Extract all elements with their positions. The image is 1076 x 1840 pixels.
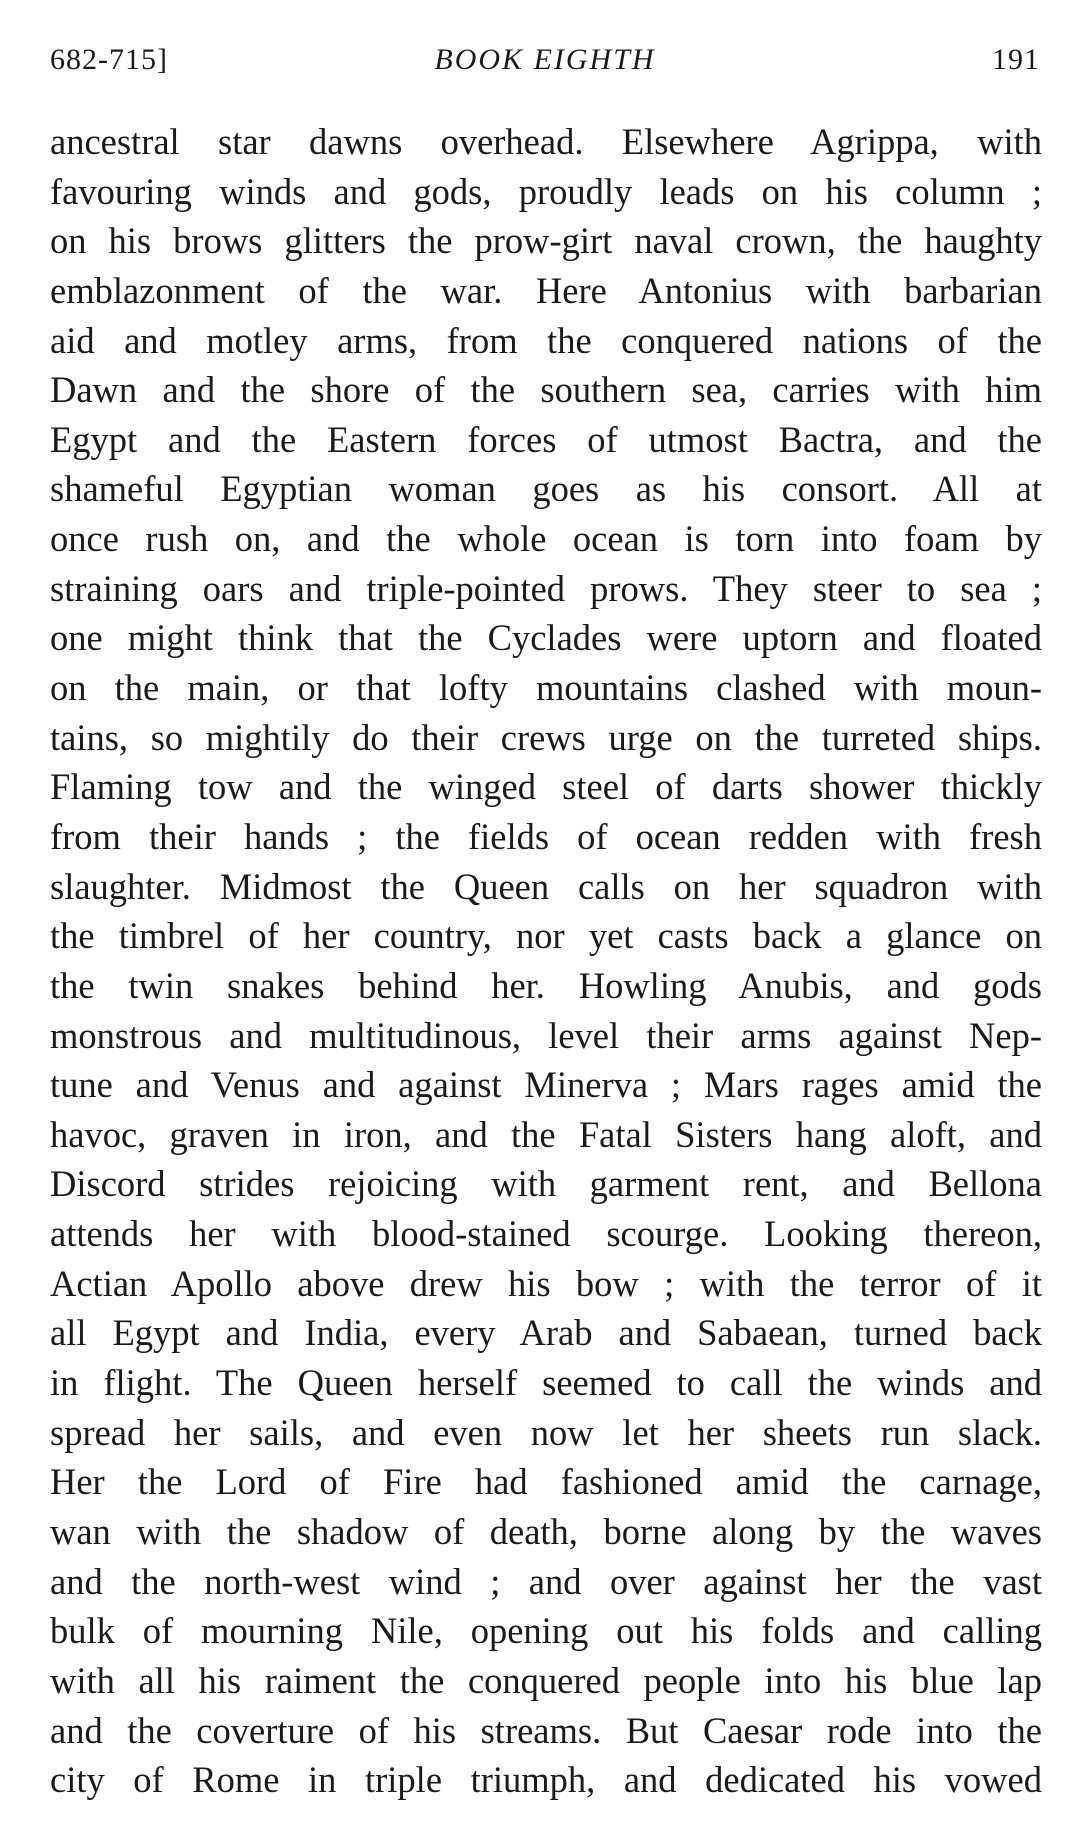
text-line: from their hands ; the fields of ocean redden with fresh xyxy=(50,815,1042,857)
text-line: one might think that the Cyclades were uptorn and floated xyxy=(50,617,1042,659)
text-line: Flaming tow and the winged steel of darts shower thickly xyxy=(50,766,1042,808)
text-line: Her the Lord of Fire had fashioned amid the carnage, xyxy=(50,1461,1042,1503)
body-text xyxy=(50,117,1042,1805)
text-line: and the coverture of his streams. But Caesar rode into the xyxy=(50,1709,1042,1751)
text-line: Discord strides rejoicing with garment rent, and Bellona xyxy=(50,1163,1042,1205)
text-line: havoc, graven in iron, and the Fatal Sisters hang aloft, and xyxy=(50,1113,1042,1155)
text-line: monstrous and multitudinous, level their arms against Nep- xyxy=(50,1014,1042,1056)
line-range: 682-715] xyxy=(50,43,168,76)
text-line: shameful Egyptian woman goes as his consort. All at xyxy=(50,468,1042,510)
text-line: wan with the shadow of death, borne along by the waves xyxy=(50,1510,1042,1552)
text-line: on the main, or that lofty mountains clashed with moun- xyxy=(50,667,1042,709)
text-line: the twin snakes behind her. Howling Anubis, and gods xyxy=(50,964,1042,1006)
text-line: attends her with blood-stained scourge. Looking thereon, xyxy=(50,1213,1042,1255)
text-line: on his brows glitters the prow-girt naval crown, the haughty xyxy=(50,220,1042,262)
text-line: city of Rome in triple triumph, and dedicated his vowed xyxy=(50,1759,1042,1801)
text-line: slaughter. Midmost the Queen calls on her squadron with xyxy=(50,865,1042,907)
page-number: 191 xyxy=(992,43,1040,76)
text-line: tune and Venus and against Minerva ; Mars rages amid the xyxy=(50,1064,1042,1106)
text-line: ancestral star dawns overhead. Elsewhere Agrippa, with xyxy=(50,121,1042,162)
text-line: aid and motley arms, from the conquered nations of the xyxy=(50,319,1042,361)
text-line: favouring winds and gods, proudly leads on his column ; xyxy=(50,170,1042,212)
text-line: in flight. The Queen herself seemed to call the winds and xyxy=(50,1362,1042,1404)
text-line: bulk of mourning Nile, opening out his folds and calling xyxy=(50,1610,1042,1652)
book-title: BOOK EIGHTH xyxy=(434,43,656,76)
text-line: all Egypt and India, every Arab and Sabaean, turned back xyxy=(50,1312,1042,1354)
text-line: with all his raiment the conquered people into his blue lap xyxy=(50,1659,1042,1701)
text-line: straining oars and triple-pointed prows. They steer to sea ; xyxy=(50,567,1042,609)
text-line: once rush on, and the whole ocean is torn into foam by xyxy=(50,518,1042,560)
text-line: Dawn and the shore of the southern sea, carries with him xyxy=(50,369,1042,411)
text-line: Actian Apollo above drew his bow ; with the terror of it xyxy=(50,1262,1042,1304)
text-line: the timbrel of her country, nor yet casts back a glance on xyxy=(50,915,1042,957)
text-line: Egypt and the Eastern forces of utmost Bactra, and the xyxy=(50,418,1042,460)
running-head xyxy=(50,38,1040,82)
text-line: emblazonment of the war. Here Antonius with barbarian xyxy=(50,269,1042,311)
text-line: tains, so mightily do their crews urge on the turreted ships. xyxy=(50,716,1042,758)
text-line: and the north-west wind ; and over against her the vast xyxy=(50,1560,1042,1602)
text-line: spread her sails, and even now let her sheets run slack. xyxy=(50,1411,1042,1453)
